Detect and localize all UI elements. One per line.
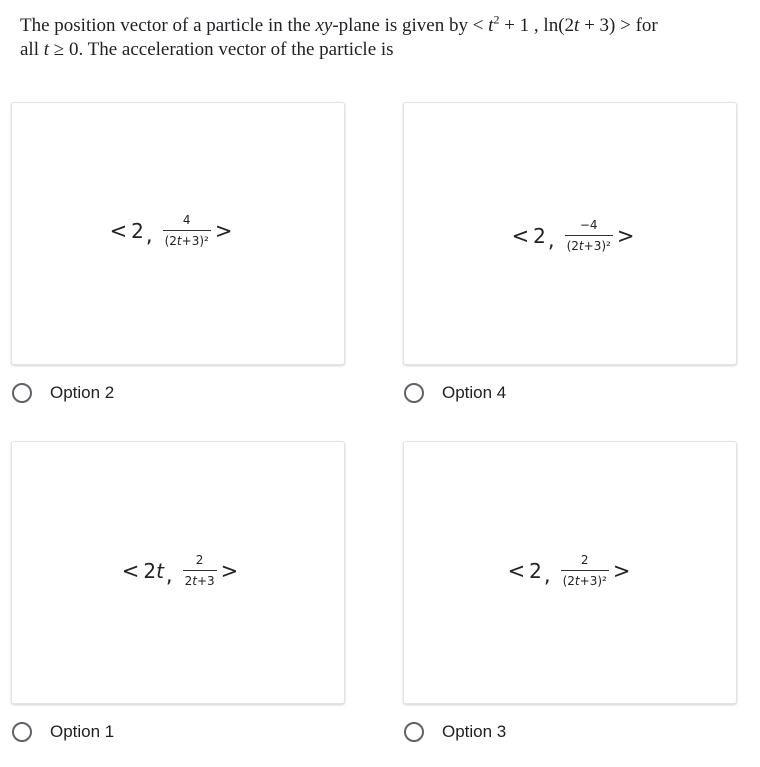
question-exponent: 2 (493, 12, 500, 27)
x-component: 2 (131, 218, 144, 243)
x-component-var: t (156, 558, 164, 583)
option-card-2[interactable] (11, 102, 345, 365)
close-bracket: > (612, 558, 631, 583)
denominator-part: 2 (184, 574, 193, 588)
denominator-part: (2 (562, 574, 575, 588)
option-card-3[interactable] (403, 441, 737, 704)
question-text-part: all (20, 39, 44, 60)
question-var: t (43, 39, 50, 60)
option-label: Option 4 (442, 383, 507, 402)
open-bracket: < (109, 218, 128, 243)
close-bracket: > (616, 223, 635, 248)
option-card-4[interactable] (403, 102, 737, 365)
question-var: t (574, 15, 580, 36)
denominator-part: +3 (196, 574, 215, 588)
answer-expression (12, 103, 344, 364)
numerator: 2 (580, 553, 589, 567)
numerator: −4 (579, 218, 598, 232)
option-4-radio[interactable] (404, 383, 506, 403)
radio-button-icon[interactable] (12, 383, 32, 403)
denominator (565, 235, 613, 253)
option-label: Option 3 (442, 722, 507, 741)
option-3-radio[interactable] (404, 722, 506, 742)
comma: , (547, 227, 555, 252)
option-card-1[interactable] (11, 441, 345, 704)
numerator: 2 (195, 553, 204, 567)
open-bracket: < (121, 558, 140, 583)
x-component: 2 (533, 223, 546, 248)
y-component-fraction (183, 553, 217, 588)
question-text-part: -plane is given by < (332, 15, 489, 36)
question-text (20, 14, 745, 62)
denominator (561, 570, 609, 588)
comma: , (165, 562, 173, 587)
y-component-fraction (565, 218, 613, 253)
question-text-part: + 1 , ln(2 (499, 15, 575, 36)
y-component-fraction (561, 553, 609, 588)
x-component (143, 559, 164, 583)
denominator-part: +3)² (579, 574, 607, 588)
radio-button-icon[interactable] (404, 722, 424, 742)
denominator (183, 570, 217, 588)
denominator-var: t (578, 239, 584, 253)
option-2-radio[interactable] (12, 383, 114, 403)
y-component-fraction (163, 213, 211, 248)
option-label: Option 2 (50, 383, 115, 402)
denominator-part: (2 (164, 234, 177, 248)
comma: , (543, 562, 551, 587)
option-label: Option 1 (50, 722, 115, 741)
close-bracket: > (214, 218, 233, 243)
question-text-part: + 3) > for (579, 15, 658, 36)
answer-expression (404, 103, 736, 364)
numerator: 4 (182, 213, 191, 227)
question-var: t (488, 15, 494, 36)
question-text-part: The position vector of a particle in the (20, 15, 316, 36)
denominator-var: t (176, 234, 182, 248)
denominator-part: +3)² (181, 234, 209, 248)
denominator-part: +3)² (583, 239, 611, 253)
denominator (163, 230, 211, 248)
option-1-radio[interactable] (12, 722, 114, 742)
radio-button-icon[interactable] (12, 722, 32, 742)
answer-expression (404, 442, 736, 703)
denominator-var: t (574, 574, 580, 588)
open-bracket: < (507, 558, 526, 583)
question-var: xy (315, 15, 333, 36)
radio-button-icon[interactable] (404, 383, 424, 403)
denominator-var: t (192, 574, 197, 588)
answer-expression (12, 442, 344, 703)
comma: , (145, 222, 153, 247)
question-text-part: ≥ 0. The acceleration vector of the particle is (49, 39, 394, 60)
denominator-part: (2 (566, 239, 579, 253)
close-bracket: > (220, 558, 239, 583)
x-component: 2 (529, 558, 542, 583)
x-component-part: 2 (143, 558, 157, 583)
open-bracket: < (511, 223, 530, 248)
